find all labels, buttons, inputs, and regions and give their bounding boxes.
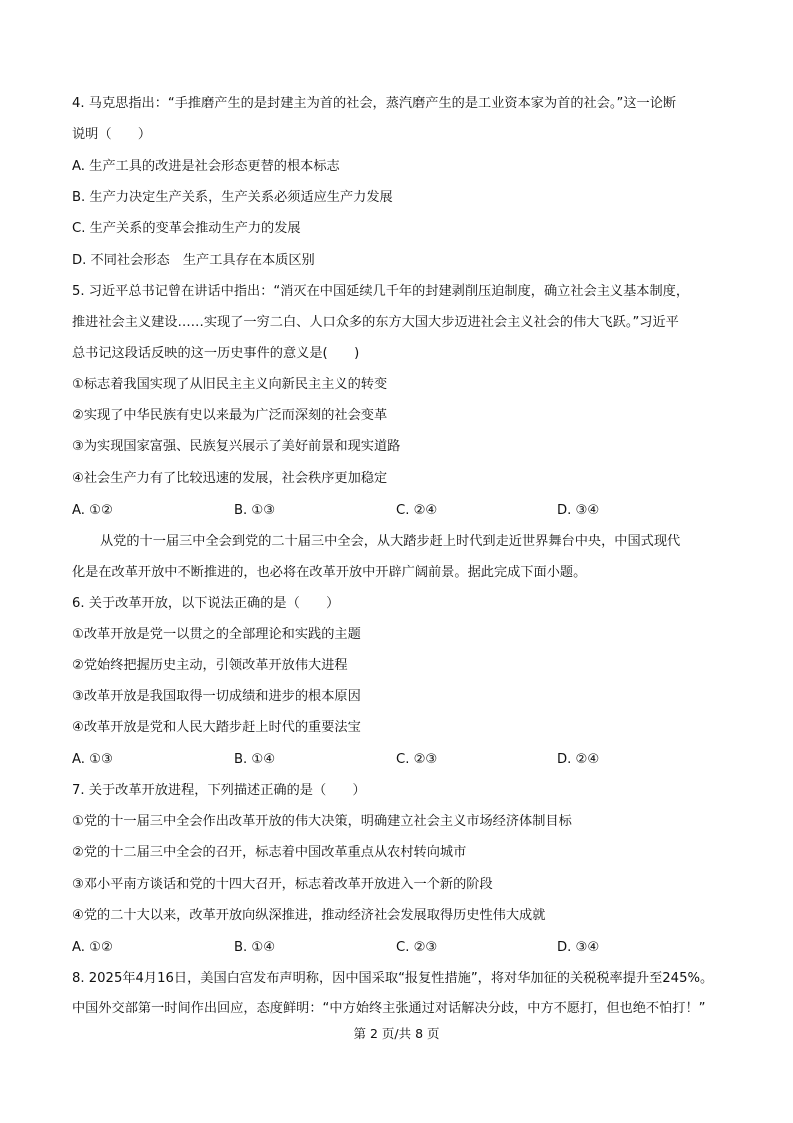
q5-choice-c: C. ②④ — [396, 503, 438, 518]
q4-option-b: B. 生产力决定生产关系，生产关系必须适应生产力发展 — [72, 190, 393, 205]
q6-item-4: ④改革开放是党和人民大踏步赶上时代的重要法宝 — [72, 720, 361, 735]
q5-stem-line1: 5. 习近平总书记曾在讲话中指出：“消灭在中国延续几千年的封建剥削压迫制度，确立社会主义基本制度， — [72, 284, 690, 299]
q6-stem: 6. 关于改革开放，以下说法正确的是（ ） — [72, 596, 340, 611]
q7-item-2: ②党的十二届三中全会的召开，标志着中国改革重点从农村转向城市 — [72, 845, 467, 860]
q5-item-1: ①标志着我国实现了从旧民主主义向新民主主义的转变 — [72, 377, 388, 392]
q4-stem-line2: 说明（ ） — [72, 127, 152, 142]
q7-item-4: ④党的二十大以来，改革开放向纵深推进，推动经济社会发展取得历史性伟大成就 — [72, 908, 546, 923]
q4-stem-line1: 4. 马克思指出：“手推磨产生的是封建主为首的社会，蒸汽磨产生的是工业资本家为首的社会。”这一论断 — [72, 96, 677, 111]
q4-option-d: D. 不同社会形态 生产工具存在本质区别 — [72, 253, 315, 268]
q5-item-4: ④社会生产力有了比较迅速的发展，社会秩序更加稳定 — [72, 471, 388, 486]
q5-item-2: ②实现了中华民族有史以来最为广泛而深刻的社会变革 — [72, 408, 388, 423]
q7-choice-d: D. ③④ — [557, 940, 600, 955]
q5-stem-line2: 推进社会主义建设……实现了一穷二白、人口众多的东方大国大步迈进社会主义社会的伟大飞跃。”习近平 — [72, 315, 679, 330]
q5-choice-a: A. ①② — [72, 503, 113, 518]
q5-stem-line3: 总书记这段话反映的这一历史事件的意义是( ) — [72, 346, 360, 361]
q5-item-3: ③为实现国家富强、民族复兴展示了美好前景和现实道路 — [72, 439, 401, 454]
q7-stem: 7. 关于改革开放进程，下列描述正确的是（ ） — [72, 783, 366, 798]
q5-choice-d: D. ③④ — [557, 503, 600, 518]
q6-choice-c: C. ②③ — [396, 752, 438, 767]
q6-item-3: ③改革开放是我国取得一切成绩和进步的根本原因 — [72, 689, 361, 704]
q5-choice-b: B. ①③ — [234, 503, 276, 518]
q8-stem-line2: 中国外交部第一时间作出回应，态度鲜明：“中方始终主张通过对话解决分歧，中方不愿打，但也绝不怕打！” — [72, 1001, 706, 1016]
material-line1: 从党的十一届三中全会到党的二十届三中全会，从大踏步赶上时代到走近世界舞台中央，中国式现代 — [100, 534, 681, 549]
material-line2: 化是在改革开放中不断推进的，也必将在改革开放中开辟广阔前景。据此完成下面小题。 — [72, 565, 587, 580]
q6-item-1: ①改革开放是党一以贯之的全部理论和实践的主题 — [72, 627, 361, 642]
q7-item-3: ③邓小平南方谈话和党的十四大召开，标志着改革开放进入一个新的阶段 — [72, 877, 493, 892]
q4-option-a: A. 生产工具的改进是社会形态更替的根本标志 — [72, 159, 340, 174]
q8-stem-line1: 8. 2025年4月16日，美国白宫发布声明称，因中国采取“报复性措施”，将对华加征的关税税率提升至245%。 — [72, 971, 714, 986]
q7-choice-a: A. ①② — [72, 940, 113, 955]
q7-choice-b: B. ①④ — [234, 940, 276, 955]
q6-choice-b: B. ①④ — [234, 752, 276, 767]
q6-item-2: ②党始终把握历史主动，引领改革开放伟大进程 — [72, 658, 348, 673]
q7-item-1: ①党的十一届三中全会作出改革开放的伟大决策，明确建立社会主义市场经济体制目标 — [72, 814, 572, 829]
q7-choice-c: C. ②③ — [396, 940, 438, 955]
page-footer: 第 2 页/共 8 页 — [353, 1026, 440, 1041]
q6-choice-d: D. ②④ — [557, 752, 600, 767]
q6-choice-a: A. ①③ — [72, 752, 113, 767]
q4-option-c: C. 生产关系的变革会推动生产力的发展 — [72, 221, 301, 236]
